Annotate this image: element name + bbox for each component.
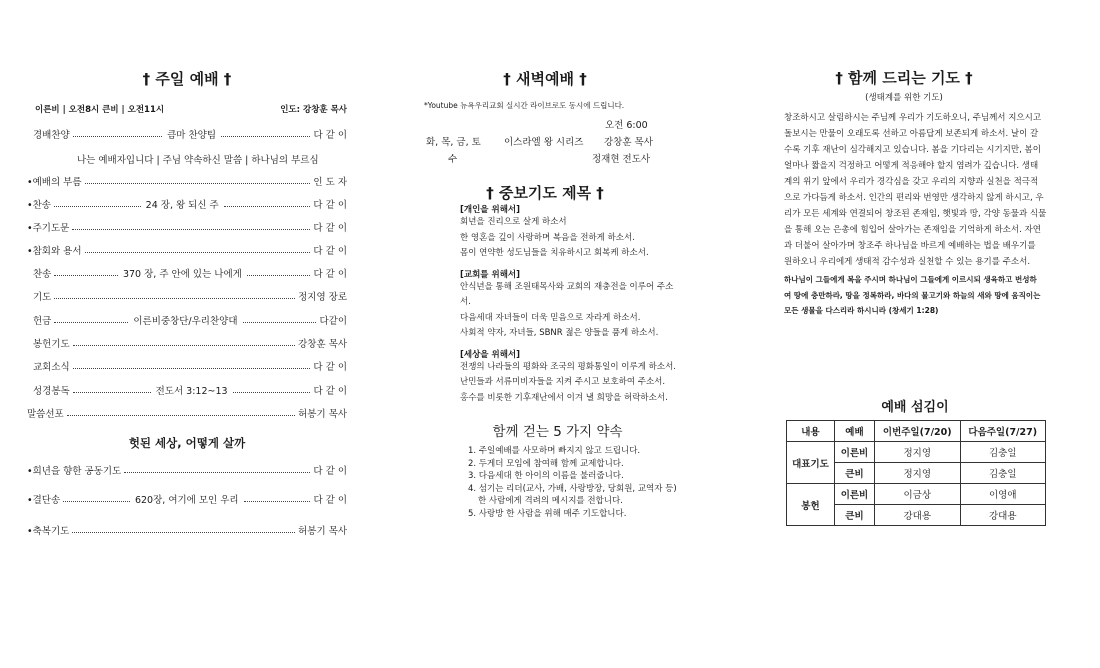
leader-dots bbox=[73, 368, 311, 369]
order-item bbox=[33, 289, 347, 303]
verse-line: 모든 생물을 다스리라 하시니라 (창세기 1:28) bbox=[784, 306, 939, 315]
dawn-leader: 강창훈 목사 bbox=[604, 137, 653, 148]
roster-service: 큰비 bbox=[834, 463, 874, 484]
scripture-verse bbox=[784, 272, 1054, 319]
leader-dots bbox=[72, 229, 310, 230]
order-item-detail: 370 장, 주 안에 있는 나에게 bbox=[122, 269, 242, 280]
roster-this-week: 정지영 bbox=[875, 463, 960, 484]
order-item-label: 찬송 bbox=[33, 269, 52, 280]
promises-list bbox=[468, 445, 698, 520]
common-prayer-subtitle: (생태계를 위한 기도) bbox=[865, 93, 943, 103]
leader-dots bbox=[85, 252, 311, 253]
order-item-leader: 다 같 이 bbox=[313, 386, 348, 397]
prayer-section-heading: [교회를 위해서] bbox=[460, 269, 520, 280]
order-item-leader: 정지영 장로 bbox=[298, 292, 347, 303]
roster-group-name: 봉헌 bbox=[787, 484, 835, 526]
roster-next-week: 강대용 bbox=[960, 505, 1046, 526]
worship-leader: 인도: 강창훈 목사 bbox=[280, 105, 347, 115]
dawn-days: 화, 목, 금, 토 bbox=[426, 137, 481, 148]
order-item-leader: 허봉기 목사 bbox=[298, 409, 347, 420]
order-item-label: 봉헌기도 bbox=[33, 339, 70, 350]
leader-dots bbox=[224, 206, 311, 207]
order-item-label: •예배의 부름 bbox=[27, 177, 82, 188]
order-item-leader: 다 같 이 bbox=[313, 466, 347, 477]
order-item-leader: 다 같 이 bbox=[313, 130, 348, 141]
order-item-detail: 전도서 3:12~13 bbox=[155, 386, 228, 397]
order-item-label: •희년을 향한 공동기도 bbox=[27, 466, 122, 477]
order-item-detail: 24 장, 왕 되신 주 bbox=[145, 200, 219, 211]
order-item-label: 성경봉독 bbox=[33, 386, 70, 397]
prayer-line: 과 더불어 살아가며 창조주 하나님을 바르게 예배하는 법을 배우기를 bbox=[784, 241, 1036, 251]
order-item-leader: 다 같 이 bbox=[313, 200, 347, 211]
order-item-label: •결단송 bbox=[27, 495, 61, 506]
promise-item: 3. 다음세대 한 아이의 이름을 불러줍니다. bbox=[468, 471, 624, 481]
order-item-leader: 인 도 자 bbox=[313, 177, 347, 188]
intercession-title: † 중보기도 제목 † bbox=[486, 184, 604, 202]
prayer-section-heading: [세상을 위해서] bbox=[460, 349, 520, 360]
roster-header: 예배 bbox=[834, 421, 874, 442]
prayer-section-heading: [개인을 위해서] bbox=[460, 205, 520, 215]
prayer-line: 원하오니 우리에게 생태적 감수성과 실천할 수 있는 용기를 주소서. bbox=[784, 257, 1031, 267]
prayer-line: 사회적 약자, 자녀들, SBNR 젊은 양들을 품게 하소서. bbox=[460, 328, 659, 338]
roster-this-week: 이금상 bbox=[875, 484, 960, 505]
leader-dots bbox=[233, 392, 311, 393]
sermon-title: 헛된 세상, 어떻게 살까 bbox=[128, 436, 246, 450]
order-item-detail: 620장, 여기에 모인 우리 bbox=[134, 495, 239, 506]
order-item bbox=[27, 174, 347, 188]
dawn-series: 이스라엘 왕 시리즈 bbox=[504, 137, 584, 148]
prayer-line: 을 통해 오는 은총에 힘입어 살아가는 존재임을 기억하게 하소서. 자연 bbox=[784, 225, 1041, 235]
prayer-line: 난민들과 서류미비자들을 지켜 주시고 보호하여 주소서. bbox=[460, 377, 666, 387]
table-row bbox=[787, 484, 1046, 505]
leader-dots bbox=[72, 532, 295, 533]
leader-dots bbox=[244, 501, 311, 502]
order-item bbox=[27, 243, 347, 257]
roster-service: 큰비 bbox=[834, 505, 874, 526]
order-item-leader: 허봉기 목사 bbox=[298, 526, 347, 537]
closing-item bbox=[27, 463, 347, 477]
prayer-text bbox=[784, 110, 1054, 270]
prayer-line: 홍수를 비롯한 기후재난에서 이겨 낼 희망을 허락하소서. bbox=[460, 392, 668, 403]
order-item-leader: 다 같 이 bbox=[313, 269, 348, 280]
leader-dots bbox=[73, 392, 151, 393]
order-item bbox=[33, 383, 347, 397]
promises-title: 함께 걷는 5 가지 약속 bbox=[492, 424, 623, 440]
order-item bbox=[33, 313, 347, 327]
leader-dots bbox=[85, 183, 311, 184]
promise-item: 4. 섬기는 리더(교사, 가배, 사랑방장, 당회원, 교역자 등) bbox=[468, 483, 677, 494]
promise-item: 5. 사랑방 한 사람을 위해 매주 기도합니다. bbox=[468, 508, 627, 519]
prayer-line: 으로 가다듬게 하소서. 인간의 편리와 번영만 생각하지 않게 하시고, 우 bbox=[784, 193, 1044, 203]
promise-item: 한 사람에게 격려의 메시지를 전합니다. bbox=[478, 496, 623, 506]
common-prayer-title: † 함께 드리는 기도 † bbox=[835, 69, 973, 87]
prayer-section bbox=[460, 348, 680, 407]
leader-dots bbox=[73, 136, 162, 137]
roster-service: 이른비 bbox=[834, 484, 874, 505]
roster-header-row bbox=[787, 421, 1046, 442]
roster-service: 이른비 bbox=[834, 442, 874, 463]
order-item-leader: 다 같 이 bbox=[313, 246, 347, 257]
verse-line: 여 땅에 충만하라, 땅을 정복하라, 바다의 물고기와 하늘의 새와 땅에 움직이는 bbox=[784, 290, 1041, 300]
leader-dots bbox=[54, 322, 128, 323]
dawn-days: 수 bbox=[448, 154, 458, 165]
closing-item bbox=[27, 492, 347, 506]
dawn-youtube-note: *Youtube 뉴욕우리교회 실시간 라이브로도 동시에 드립니다. bbox=[424, 101, 625, 110]
leader-dots bbox=[63, 501, 130, 502]
roster-next-week: 김충일 bbox=[960, 463, 1046, 484]
roster-next-week: 이영애 bbox=[960, 484, 1046, 505]
closing-item bbox=[27, 523, 347, 537]
order-item-label: •주기도문 bbox=[27, 223, 70, 234]
prayer-line: 다음세대 자녀들이 더욱 믿음으로 자라게 하소서. bbox=[460, 312, 641, 323]
roster-title: 예배 섬김이 bbox=[881, 400, 949, 415]
prayer-section bbox=[460, 203, 680, 262]
order-item bbox=[33, 266, 347, 280]
prayer-line: 안식년을 통해 조원태목사와 교회의 재충전을 이루어 주소서. bbox=[460, 281, 674, 307]
roster-this-week: 정지영 bbox=[875, 442, 960, 463]
service-times: 이른비 | 오전8시 큰비 | 오전11시 bbox=[35, 105, 165, 115]
roster-header: 내용 bbox=[787, 421, 835, 442]
leader-dots bbox=[124, 472, 310, 473]
roster-next-week: 김충일 bbox=[960, 442, 1046, 463]
prayer-line: 계의 위기 앞에서 우리가 경각심을 갖고 우리의 지향과 실천을 적극적 bbox=[784, 177, 1039, 187]
leader-dots bbox=[247, 275, 311, 276]
leader-dots bbox=[73, 345, 295, 346]
leader-dots bbox=[221, 136, 310, 137]
prayer-line: 리가 모든 세계와 연결되어 창조된 존재임, 햇빛과 땅, 각양 동물과 식물 bbox=[784, 209, 1047, 219]
roster-group-name: 대표기도 bbox=[787, 442, 835, 484]
prayer-and-roster-column bbox=[784, 0, 1054, 560]
order-item bbox=[27, 406, 347, 420]
order-item-label: •축복기도 bbox=[27, 526, 70, 537]
order-item bbox=[27, 197, 347, 211]
roster-header: 다음주일(7/27) bbox=[960, 421, 1046, 442]
order-item-leader: 다 같 이 bbox=[313, 495, 348, 506]
order-item-label: •찬송 bbox=[27, 200, 51, 211]
prayer-list bbox=[460, 203, 680, 406]
order-item-leader: 다같이 bbox=[319, 316, 348, 327]
order-item-detail: 이른비중창단/우리찬양대 bbox=[133, 316, 238, 327]
promise-item: 2. 두게더 모임에 참여해 함께 교제합니다. bbox=[468, 458, 624, 469]
order-item-label: •참회와 용서 bbox=[27, 246, 82, 257]
leader-dots bbox=[54, 206, 141, 207]
dawn-worship-title: † 새벽예배 † bbox=[503, 70, 587, 88]
order-item-label: 경배찬양 bbox=[33, 130, 70, 141]
worship-order-column bbox=[27, 0, 347, 560]
prayer-line: 몸이 연약한 성도님들을 치유하시고 회복케 하소서. bbox=[460, 248, 649, 258]
leader-dots bbox=[54, 275, 118, 276]
leader-dots bbox=[243, 322, 317, 323]
prayer-line: 수록 기후 재난이 심각해지고 있습니다. 봄을 기다리는 시기지만, 봄이 bbox=[784, 145, 1041, 155]
order-item-detail: 큼마 찬양팀 bbox=[167, 130, 217, 141]
order-item bbox=[27, 220, 347, 234]
roster-table bbox=[786, 420, 1046, 526]
dawn-leader: 정재현 전도사 bbox=[592, 154, 651, 165]
promise-item: 1. 주일예배를 사모하며 빠지지 않고 드립니다. bbox=[468, 446, 641, 456]
prayer-line: 창조하시고 살림하시는 주님께 우리가 기도하오니, 주님께서 지으시고 bbox=[784, 113, 1042, 123]
prayer-line: 전쟁의 나라들의 평화와 조국의 평화통일이 이루게 하소서. bbox=[460, 361, 676, 372]
sunday-worship-title: † 주일 예배 † bbox=[142, 70, 232, 88]
order-item-label: 교회소식 bbox=[33, 362, 70, 373]
prayer-line: 얼마나 짧을지 걱정하고 어떻게 적응해야 할지 염려가 깊습니다. 생태 bbox=[784, 161, 1039, 171]
order-item bbox=[33, 336, 347, 350]
verse-line: 하나님이 그들에게 복을 주시며 하나님이 그들에게 이르시되 생육하고 번성하 bbox=[784, 275, 1037, 284]
order-item-label: 헌금 bbox=[33, 316, 52, 327]
order-item-leader: 다 같 이 bbox=[313, 223, 347, 234]
prayer-line: 한 영혼을 깊이 사랑하며 복음을 전하게 하소서. bbox=[460, 232, 635, 243]
table-row bbox=[787, 442, 1046, 463]
leader-dots bbox=[67, 415, 295, 416]
order-item-leader: 다 같 이 bbox=[313, 362, 347, 373]
roster-header: 이번주일(7/20) bbox=[875, 421, 960, 442]
leader-dots bbox=[54, 298, 295, 299]
order-item-label: 말씀선포 bbox=[27, 409, 64, 420]
prayer-line: 돌보시는 만물이 오래도록 선하고 아름답게 보존되게 하소서. 날이 갈 bbox=[784, 129, 1039, 139]
order-item-leader: 강창훈 목사 bbox=[298, 339, 347, 350]
dawn-and-intercession-column bbox=[420, 0, 680, 560]
theme-line: 나는 예배자입니다 | 주님 약속하신 말씀 | 하나님의 부르심 bbox=[77, 155, 319, 166]
order-item bbox=[33, 127, 347, 141]
order-item-label: 기도 bbox=[33, 292, 52, 303]
order-item bbox=[33, 359, 347, 373]
prayer-section bbox=[460, 268, 680, 342]
prayer-line: 회년을 진리으로 살게 하소서 bbox=[460, 217, 567, 227]
roster-this-week: 강대용 bbox=[875, 505, 960, 526]
dawn-time: 오전 6:00 bbox=[605, 120, 648, 131]
